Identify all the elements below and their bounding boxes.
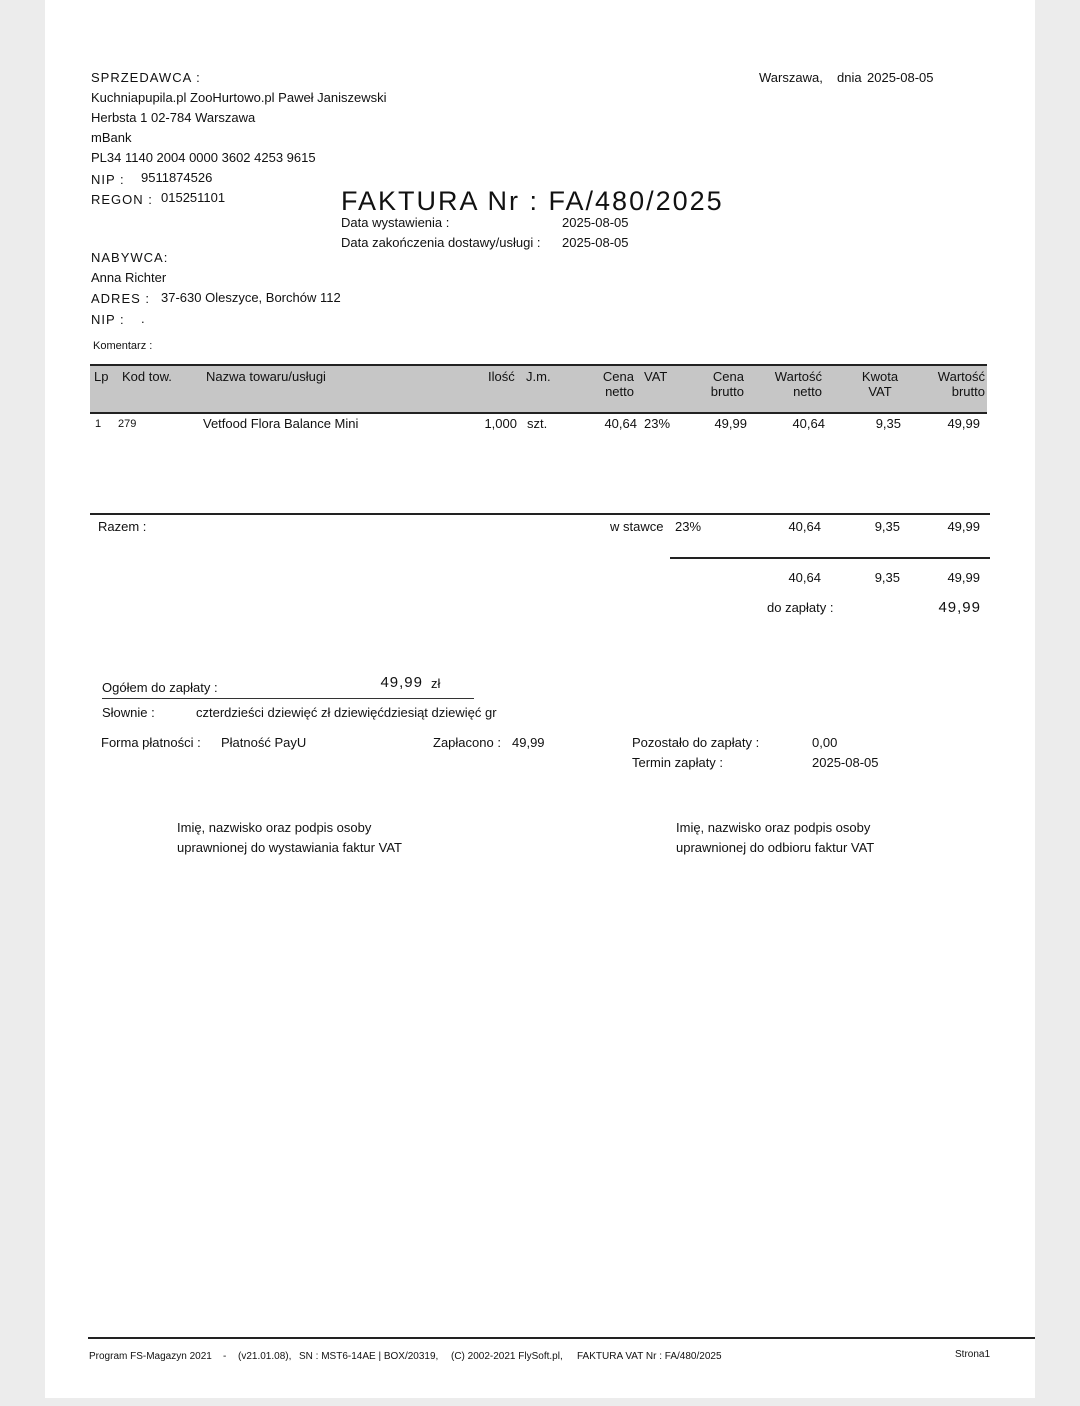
footer-page: Strona1: [955, 1349, 991, 1360]
th-vat: VAT: [644, 369, 668, 384]
seller-name: Kuchniapupila.pl ZooHurtowo.pl Paweł Janiszewski: [91, 90, 387, 105]
th-price-net-2: netto: [605, 384, 634, 399]
total-gross: 49,99: [947, 570, 980, 585]
seller-label: SPRZEDAWCA :: [91, 70, 201, 85]
comment-label: Komentarz :: [93, 340, 153, 352]
th-vat-amount-1: Kwota: [861, 369, 899, 384]
footer-dash: -: [223, 1351, 227, 1362]
row-value-gross: 49,99: [947, 416, 980, 431]
signature-right-line1: Imię, nazwisko oraz podpis osoby: [676, 820, 871, 835]
seller-bank: mBank: [91, 130, 132, 145]
row-vat: 23%: [644, 416, 671, 431]
words-value: czterdzieści dziewięć zł dziewięćdziesiąt dziewięć gr: [196, 705, 497, 720]
th-vat-amount-2: VAT: [868, 384, 892, 399]
footer-version: (v21.01.08),: [238, 1351, 292, 1362]
to-pay-label: do zapłaty :: [767, 600, 834, 615]
th-value-gross-1: Wartość: [937, 369, 985, 384]
row-qty: 1,000: [484, 416, 517, 431]
row-unit: szt.: [527, 416, 548, 431]
seller-nip: 9511874526: [141, 170, 213, 185]
rate-label: w stawce: [610, 519, 664, 534]
th-price-gross-2: brutto: [710, 384, 744, 399]
seller-address: Herbsta 1 02-784 Warszawa: [91, 110, 256, 125]
row-value-net: 40,64: [792, 416, 825, 431]
place-date-label: dnia: [837, 70, 862, 85]
to-pay-value: 49,99: [938, 599, 981, 616]
buyer-name: Anna Richter: [91, 270, 167, 285]
grand-total-value: 49,99: [380, 674, 423, 691]
signature-left-line1: Imię, nazwisko oraz podpis osoby: [177, 820, 372, 835]
signature-right-line2: uprawnionej do odbioru faktur VAT: [676, 840, 875, 855]
buyer-address-label: ADRES :: [91, 291, 151, 306]
grand-total-currency: zł: [431, 676, 441, 691]
th-unit: J.m.: [526, 369, 551, 384]
footer-program: Program FS-Magazyn 2021: [89, 1351, 212, 1362]
seller-regon: 015251101: [161, 190, 226, 205]
th-name: Nazwa towaru/usługi: [206, 369, 326, 384]
seller-nip-label: NIP :: [91, 172, 125, 187]
place-date: 2025-08-05: [867, 70, 934, 85]
summary-net: 40,64: [788, 519, 821, 534]
invoice-title: FAKTURA Nr : FA/480/2025: [341, 186, 724, 216]
row-code: 279: [118, 418, 137, 430]
footer-rule: [88, 1337, 1035, 1339]
th-qty: Ilość: [488, 369, 515, 384]
th-value-net-1: Wartość: [774, 369, 822, 384]
total-vat: 9,35: [874, 570, 900, 585]
grand-total-label: Ogółem do zapłaty :: [102, 680, 218, 695]
words-label: Słownie :: [102, 705, 155, 720]
issue-date: 2025-08-05: [562, 215, 629, 230]
footer-sn: SN : MST6-14AE | BOX/20319,: [299, 1351, 439, 1362]
summary-vat: 9,35: [874, 519, 900, 534]
seller-regon-label: REGON :: [91, 192, 153, 207]
footer-doc: FAKTURA VAT Nr : FA/480/2025: [577, 1351, 722, 1362]
signature-left-line2: uprawnionej do wystawiania faktur VAT: [177, 840, 402, 855]
row-lp: 1: [95, 418, 102, 430]
th-price-gross-1: Cena: [712, 369, 744, 384]
remaining-label: Pozostało do zapłaty :: [632, 735, 760, 750]
th-price-net-1: Cena: [602, 369, 634, 384]
summary-top-rule: [90, 513, 990, 515]
th-code: Kod tow.: [122, 369, 172, 384]
issue-date-label: Data wystawienia :: [341, 215, 450, 230]
totals-rule: [670, 557, 990, 559]
delivery-date: 2025-08-05: [562, 235, 629, 250]
razem-label: Razem :: [98, 519, 147, 534]
grand-total-rule: [102, 698, 474, 699]
row-vat-amount: 9,35: [875, 416, 901, 431]
due-label: Termin zapłaty :: [632, 755, 724, 770]
th-lp: Lp: [94, 369, 109, 384]
row-price-net: 40,64: [604, 416, 637, 431]
invoice-page: [45, 0, 1035, 1398]
th-value-net-2: netto: [793, 384, 822, 399]
footer-copyright: (C) 2002-2021 FlySoft.pl,: [451, 1351, 563, 1362]
paid-value: 49,99: [512, 735, 545, 750]
rate-value: 23%: [675, 519, 702, 534]
summary-gross: 49,99: [947, 519, 980, 534]
delivery-date-label: Data zakończenia dostawy/usługi :: [341, 235, 541, 250]
remaining-value: 0,00: [812, 735, 838, 750]
buyer-address: 37-630 Oleszyce, Borchów 112: [161, 290, 341, 305]
paid-label: Zapłacono :: [433, 735, 501, 750]
payment-method-label: Forma płatności :: [101, 735, 201, 750]
seller-account: PL34 1140 2004 0000 3602 4253 9615: [91, 150, 316, 165]
buyer-nip: .: [141, 311, 145, 326]
due-value: 2025-08-05: [812, 755, 879, 770]
th-value-gross-2: brutto: [951, 384, 985, 399]
total-net: 40,64: [788, 570, 821, 585]
buyer-nip-label: NIP :: [91, 312, 125, 327]
row-name: Vetfood Flora Balance Mini: [203, 416, 359, 431]
place-city: Warszawa,: [759, 70, 823, 85]
payment-method: Płatność PayU: [221, 735, 307, 750]
buyer-label: NABYWCA:: [91, 250, 169, 265]
table-header: [90, 364, 987, 414]
row-price-gross: 49,99: [714, 416, 747, 431]
